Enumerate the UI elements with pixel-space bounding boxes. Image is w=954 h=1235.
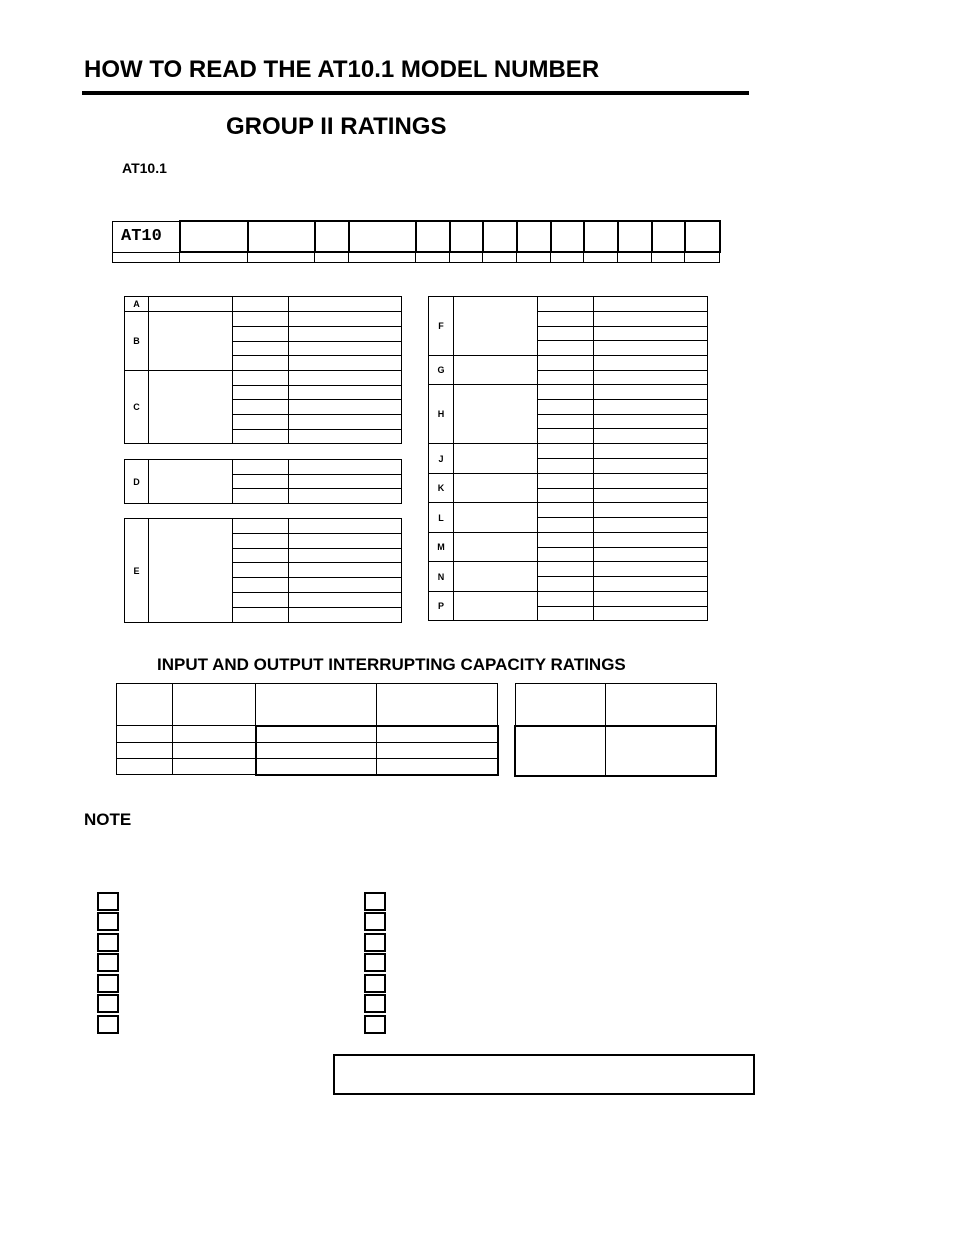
option-letter-h: H (429, 385, 454, 444)
ratings-table-right (514, 683, 717, 777)
model-subcell (450, 252, 483, 262)
model-subcell (551, 252, 584, 262)
model-position (315, 221, 349, 252)
checkbox[interactable] (364, 1015, 386, 1034)
model-position (517, 221, 551, 252)
model-subcell (416, 252, 450, 262)
model-position (584, 221, 618, 252)
model-label: AT10.1 (122, 160, 167, 176)
model-subcell (618, 252, 652, 262)
ratings-section-title: INPUT AND OUTPUT INTERRUPTING CAPACITY RATINGS (157, 655, 626, 674)
option-letter-b: B (125, 312, 149, 371)
model-number-grid (112, 220, 721, 263)
model-position (248, 221, 315, 252)
option-letter-l: L (429, 503, 454, 533)
checkbox[interactable] (364, 953, 386, 972)
option-letter-f: F (429, 297, 454, 356)
checkbox[interactable] (97, 892, 119, 911)
checkbox[interactable] (364, 912, 386, 931)
model-position (618, 221, 652, 252)
option-letter-j: J (429, 444, 454, 474)
option-letter-m: M (429, 533, 454, 562)
model-position (180, 221, 248, 252)
checkbox-column-left (97, 892, 121, 1036)
checkbox[interactable] (97, 974, 119, 993)
page-title: HOW TO READ THE AT10.1 MODEL NUMBER (84, 56, 600, 83)
model-subcell (180, 252, 248, 262)
model-position (349, 221, 416, 252)
checkbox[interactable] (364, 994, 386, 1013)
model-subcell (685, 252, 720, 262)
checkbox-column-right (364, 892, 388, 1036)
model-subcell (349, 252, 416, 262)
model-subcell (483, 252, 517, 262)
model-position (450, 221, 483, 252)
checkbox[interactable] (364, 933, 386, 952)
model-subcell (652, 252, 685, 262)
checkbox[interactable] (97, 912, 119, 931)
option-letter-k: K (429, 474, 454, 503)
note-label: NOTE (84, 810, 132, 829)
model-position (652, 221, 685, 252)
model-number-entry-box[interactable] (333, 1054, 755, 1095)
model-subcell (584, 252, 618, 262)
checkbox[interactable] (97, 953, 119, 972)
checkbox[interactable] (97, 994, 119, 1013)
model-position (685, 221, 720, 252)
option-table-e (124, 518, 402, 623)
ratings-table-left (116, 683, 499, 776)
model-subcell (248, 252, 315, 262)
title-rule (82, 91, 749, 95)
checkbox[interactable] (97, 1015, 119, 1034)
model-prefix: AT10 (113, 221, 180, 252)
option-table-abc (124, 296, 402, 444)
option-letter-n: N (429, 562, 454, 592)
option-table-fp (428, 296, 708, 621)
checkbox[interactable] (97, 933, 119, 952)
section-title-group-ii: GROUP II RATINGS (226, 113, 447, 140)
checkbox[interactable] (364, 974, 386, 993)
model-position (416, 221, 450, 252)
model-subcell (113, 252, 180, 262)
model-subcell (315, 252, 349, 262)
option-letter-e: E (125, 519, 149, 623)
model-position (483, 221, 517, 252)
option-letter-a: A (125, 297, 149, 312)
option-letter-p: P (429, 592, 454, 621)
option-table-d (124, 459, 402, 504)
option-letter-d: D (125, 460, 149, 504)
model-subcell (517, 252, 551, 262)
option-letter-c: C (125, 371, 149, 444)
checkbox[interactable] (364, 892, 386, 911)
option-letter-g: G (429, 356, 454, 385)
model-position (551, 221, 584, 252)
